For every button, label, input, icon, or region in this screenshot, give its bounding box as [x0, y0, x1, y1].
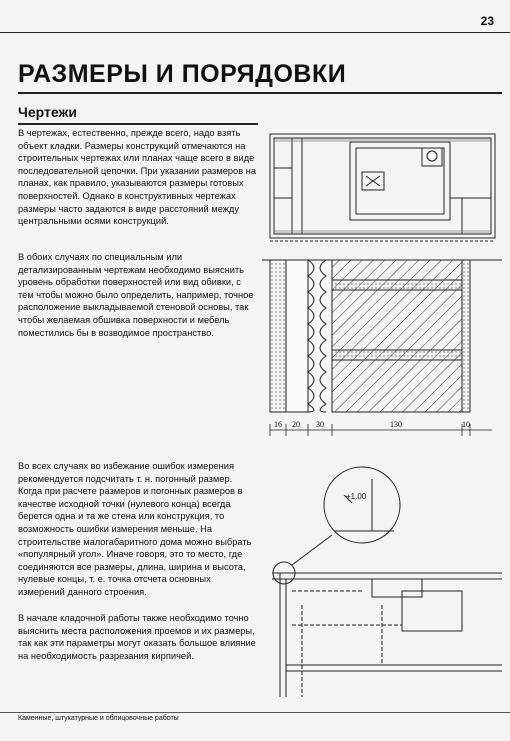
- section-rule: [18, 123, 258, 125]
- page-title: РАЗМЕРЫ И ПОРЯДОВКИ: [18, 60, 347, 88]
- dim-label-5: 10: [462, 420, 470, 429]
- paragraph-3: Во всех случаях во избежание ошибок измерения рекомендуется подсчитать т. н. погонный размер. Когда при расчете размеров и погонных размеров в качестве исходной точки (нулевого конца) всегда берется одна и та же стена или конструкция, то возможность ошибки измерения меньше. На строительстве малогабаритного дома можно выбрать «популярный угол». Иначе говоря, это то место, где соединяются все размеры, длина, ширина и высота, нулевые концы, т. е. точка отсчета основных измерений данного строения.: [18, 461, 252, 597]
- footer-rule: [0, 712, 510, 713]
- section-heading: Чертежи: [18, 104, 77, 120]
- dim-label-2: 20: [292, 420, 300, 429]
- dim-label-1: 16: [274, 420, 282, 429]
- wall-section-drawing: [262, 258, 502, 458]
- dim-label-4: 130: [390, 420, 402, 429]
- title-rule: [18, 92, 502, 94]
- elevation-label: +1.00: [346, 492, 367, 501]
- reference-corner-drawing: [262, 465, 502, 701]
- header-rule: [0, 10, 510, 33]
- dim-label-3: 30: [316, 420, 324, 429]
- page-number: 23: [480, 14, 494, 28]
- plan-drawing: [262, 128, 502, 244]
- paragraph-2: В обоих случаях по специальным или детализированным чертежам необходимо выяснить уровень обработки поверхностей или вид обивки, с тем чтобы можно было определить, например, точное расположение выкладываемой стеновой основы, так чтобы желаемая обшивка поверхности и мебель поместились бы в возводимое пространство.: [18, 252, 254, 338]
- paragraph-1: В чертежах, естественно, прежде всего, надо взять объект кладки. Размеры конструкций отмечаются на строительных чертежах или планах чаще всего в виде последовательной цепочки. При указании размеров на планах, как правило, указываются размеры готовых поверхностей. Однако в конструктивных чертежах размеры часто задаются в виде расстояний между центральными осями конструкций.: [18, 128, 257, 227]
- footer-text: Каменные, штукатурные и облицовочные работы: [18, 715, 179, 722]
- paragraph-4: В начале кладочной работы также необходимо точно выяснить места расположения проемов и их размеры, так как эти параметры могут оказать большое влияние на необходимость разрезания кирпичей.: [18, 613, 256, 661]
